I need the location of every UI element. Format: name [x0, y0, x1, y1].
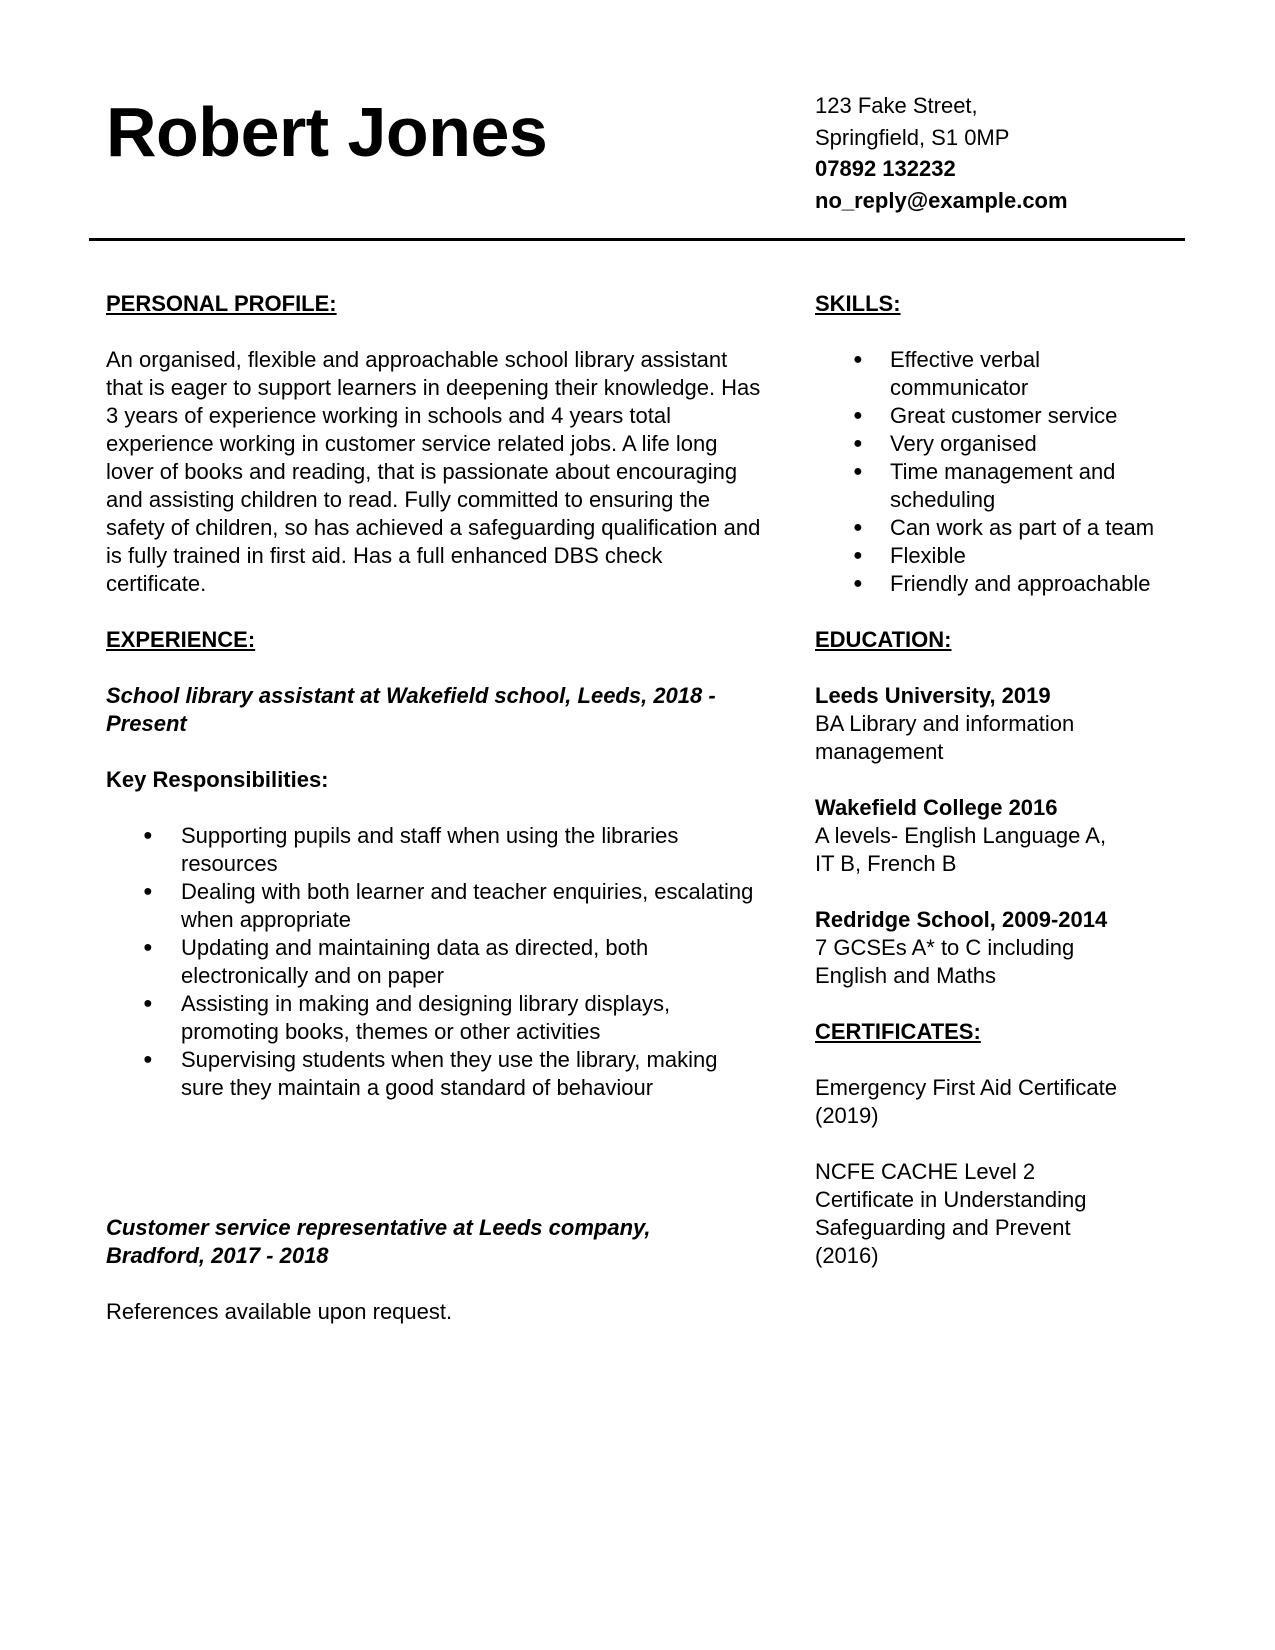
- candidate-name: Robert Jones: [106, 93, 548, 171]
- skills-heading: SKILLS:: [815, 291, 901, 316]
- list-item: ● Great customer service: [853, 403, 1118, 428]
- bullet-icon: ●: [143, 1051, 153, 1068]
- list-item: ● Dealing with both learner and teacher enquiries, escalating when appropriate: [143, 879, 754, 932]
- skills-list: [815, 346, 1175, 598]
- education-detail: 7 GCSEs A* to C including English and Maths: [815, 935, 1075, 988]
- list-item: ● Can work as part of a team: [853, 515, 1155, 540]
- education-detail: BA Library and information management: [815, 711, 1075, 764]
- list-item: ● Assisting in making and designing library displays, promoting books, themes or other activities: [143, 991, 671, 1044]
- bullet-icon: ●: [853, 463, 863, 480]
- bullet-icon: ●: [853, 407, 863, 424]
- bullet-icon: ●: [143, 995, 153, 1012]
- job-title-1: School library assistant at Wakefield school, Leeds, 2018 - Present: [106, 683, 716, 736]
- bullet-icon: ●: [853, 575, 863, 592]
- list-item: ● Effective verbal communicator: [853, 347, 1041, 400]
- bullet-icon: ●: [143, 827, 153, 844]
- address-line-1: 123 Fake Street,: [815, 93, 978, 118]
- bullet-icon: ●: [853, 547, 863, 564]
- education-title: Wakefield College 2016: [815, 795, 1058, 820]
- header-divider: [89, 238, 1185, 241]
- list-item: ● Supporting pupils and staff when using the libraries resources: [143, 823, 679, 876]
- bullet-icon: ●: [853, 519, 863, 536]
- bullet-icon: ●: [853, 435, 863, 452]
- profile-heading: PERSONAL PROFILE:: [106, 291, 337, 316]
- list-item: ● Very organised: [853, 431, 1037, 456]
- list-item: ● Flexible: [853, 543, 966, 568]
- job-title-2: Customer service representative at Leeds company, Bradford, 2017 - 2018: [106, 1215, 651, 1268]
- education-title: Redridge School, 2009-2014: [815, 907, 1108, 932]
- bullet-icon: ●: [143, 939, 153, 956]
- education-detail: A levels- English Language A, IT B, French B: [815, 823, 1107, 876]
- address-line-2: Springfield, S1 0MP: [815, 124, 1010, 150]
- certificate-item: Emergency First Aid Certificate (2019): [815, 1075, 1117, 1128]
- bullet-icon: ●: [853, 351, 863, 368]
- education-title: Leeds University, 2019: [815, 683, 1051, 708]
- certificate-item: NCFE CACHE Level 2 Certificate in Understanding Safeguarding and Prevent (2016): [815, 1159, 1087, 1268]
- education-heading: EDUCATION:: [815, 627, 952, 652]
- list-item: ● Friendly and approachable: [853, 571, 1151, 596]
- list-item: ● Supervising students when they use the library, making sure they maintain a good standard of behaviour: [143, 1047, 718, 1100]
- certificates-heading: CERTIFICATES:: [815, 1019, 981, 1044]
- references-note: References available upon request.: [106, 1299, 453, 1324]
- list-item: ● Updating and maintaining data as directed, both electronically and on paper: [143, 935, 649, 988]
- phone-number: 07892 132232: [815, 156, 956, 181]
- profile-text: An organised, flexible and approachable school library assistant that is eager to support learners in deepening their knowledge. Has 3 years of experience working in schools and 4 years total experience working in customer service related jobs. A life long lover of books and reading, that is passionate about encouraging and assisting children to read. Fully committed to ensuring the safety of children, so has achieved a safeguarding qualification and is fully trained in first aid. Has a full enhanced DBS check certificate.: [106, 347, 761, 596]
- experience-heading: EXPERIENCE:: [106, 627, 256, 652]
- contact-block: [815, 90, 1068, 216]
- right-column: [815, 290, 1175, 1270]
- bullet-icon: ●: [143, 883, 153, 900]
- email-address: no_reply@example.com: [815, 187, 1068, 213]
- responsibilities-list: [106, 822, 766, 1102]
- left-column: [106, 290, 766, 1326]
- responsibilities-heading: Key Responsibilities:: [106, 767, 329, 792]
- list-item: ● Time management and scheduling: [853, 459, 1116, 512]
